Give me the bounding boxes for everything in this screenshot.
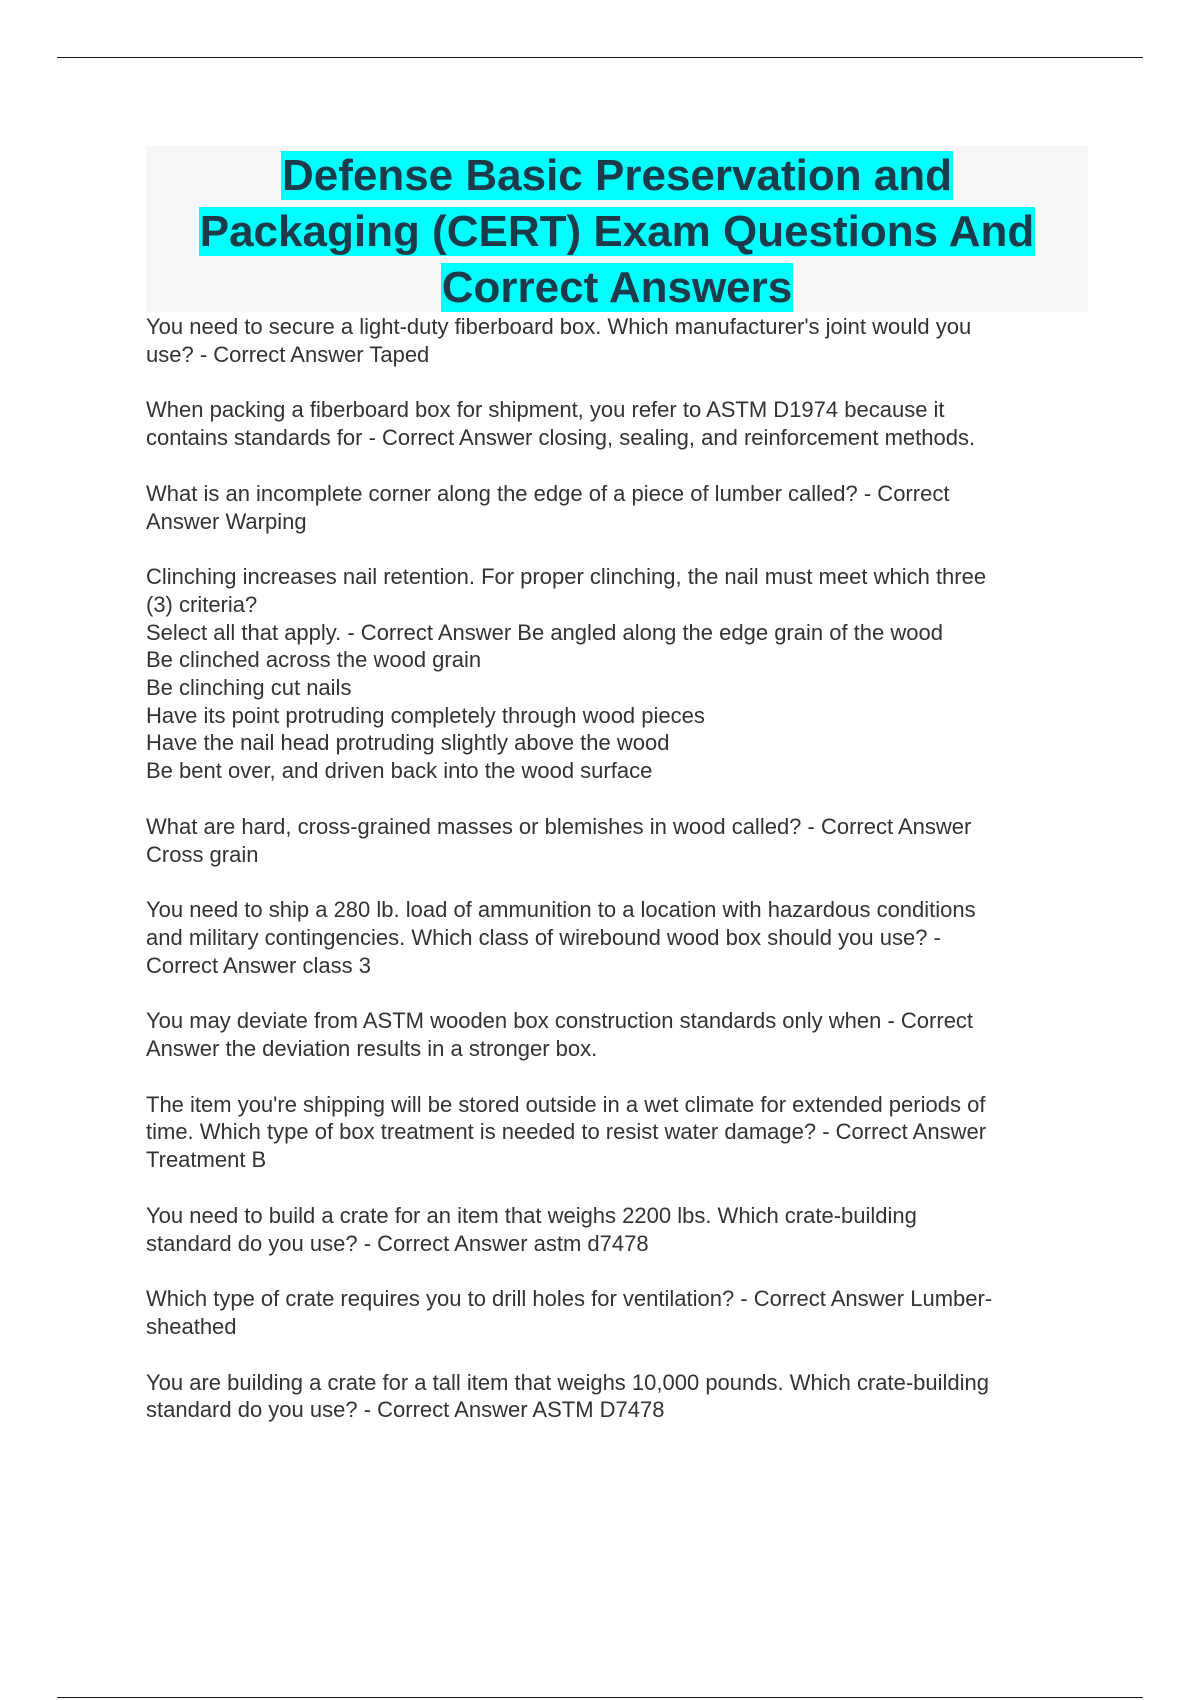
qa-item — [146, 1091, 1096, 1174]
title-line: Correct Answers — [441, 263, 793, 312]
qa-line: The item you're shipping will be stored outside in a wet climate for extended periods of — [146, 1091, 986, 1117]
qa-line: Answer Warping — [146, 508, 307, 534]
qa-line: Select all that apply. - Correct Answer Be angled along the edge grain of the wood — [146, 619, 943, 645]
qa-item — [146, 480, 1096, 535]
qa-line: You need to secure a light-duty fiberboard box. Which manufacturer's joint would you — [146, 314, 972, 339]
title-block — [146, 146, 1088, 312]
qa-line: Be bent over, and driven back into the wood surface — [146, 758, 653, 784]
qa-item — [146, 396, 1096, 451]
qa-line: use? - Correct Answer Taped — [146, 341, 430, 367]
qa-line: standard do you use? - Correct Answer ASTM D7478 — [146, 1397, 665, 1423]
top-divider — [57, 57, 1143, 58]
bottom-divider — [57, 1697, 1143, 1698]
qa-line: You are building a crate for a tall item that weighs 10,000 pounds. Which crate-building — [146, 1369, 990, 1395]
qa-line: Correct Answer class 3 — [146, 952, 371, 978]
qa-line: contains standards for - Correct Answer closing, sealing, and reinforcement methods. — [146, 425, 976, 451]
title-line: Packaging (CERT) Exam Questions And — [199, 207, 1035, 256]
qa-line: Which type of crate requires you to drill holes for ventilation? - Correct Answer Lumber- — [146, 1286, 993, 1312]
qa-list — [146, 313, 1096, 1452]
title-line: Defense Basic Preservation and — [281, 151, 953, 200]
qa-line: Answer the deviation results in a stronger box. — [146, 1036, 598, 1062]
qa-line: You may deviate from ASTM wooden box construction standards only when - Correct — [146, 1008, 974, 1034]
qa-item — [146, 813, 1096, 868]
document-title — [146, 148, 1088, 316]
qa-item — [146, 563, 1096, 785]
qa-item — [146, 1285, 1096, 1340]
qa-line: standard do you use? - Correct Answer astm d7478 — [146, 1230, 649, 1256]
qa-line: Be clinched across the wood grain — [146, 647, 482, 673]
qa-line: You need to build a crate for an item that weighs 2200 lbs. Which crate-building — [146, 1202, 917, 1228]
qa-line: You need to ship a 280 lb. load of ammunition to a location with hazardous conditions — [146, 897, 976, 923]
qa-line: Treatment B — [146, 1147, 267, 1173]
qa-line: sheathed — [146, 1313, 237, 1339]
qa-line: Have its point protruding completely through wood pieces — [146, 702, 705, 728]
qa-line: Clinching increases nail retention. For proper clinching, the nail must meet which three — [146, 564, 987, 590]
qa-item — [146, 896, 1096, 979]
qa-line: Have the nail head protruding slightly above the wood — [146, 730, 670, 756]
qa-line: Be clinching cut nails — [146, 675, 352, 701]
qa-line: When packing a fiberboard box for shipment, you refer to ASTM D1974 because it — [146, 397, 945, 423]
qa-item — [146, 1007, 1096, 1062]
qa-line: and military contingencies. Which class of wirebound wood box should you use? - — [146, 924, 941, 950]
qa-line: Cross grain — [146, 841, 259, 867]
qa-item — [146, 313, 1096, 368]
qa-line: What are hard, cross-grained masses or blemishes in wood called? - Correct Answer — [146, 813, 972, 839]
qa-item — [146, 1202, 1096, 1257]
qa-line: time. Which type of box treatment is needed to resist water damage? - Correct Answer — [146, 1119, 987, 1145]
qa-item — [146, 1369, 1096, 1424]
qa-line: What is an incomplete corner along the edge of a piece of lumber called? - Correct — [146, 480, 950, 506]
qa-line: (3) criteria? — [146, 591, 258, 617]
